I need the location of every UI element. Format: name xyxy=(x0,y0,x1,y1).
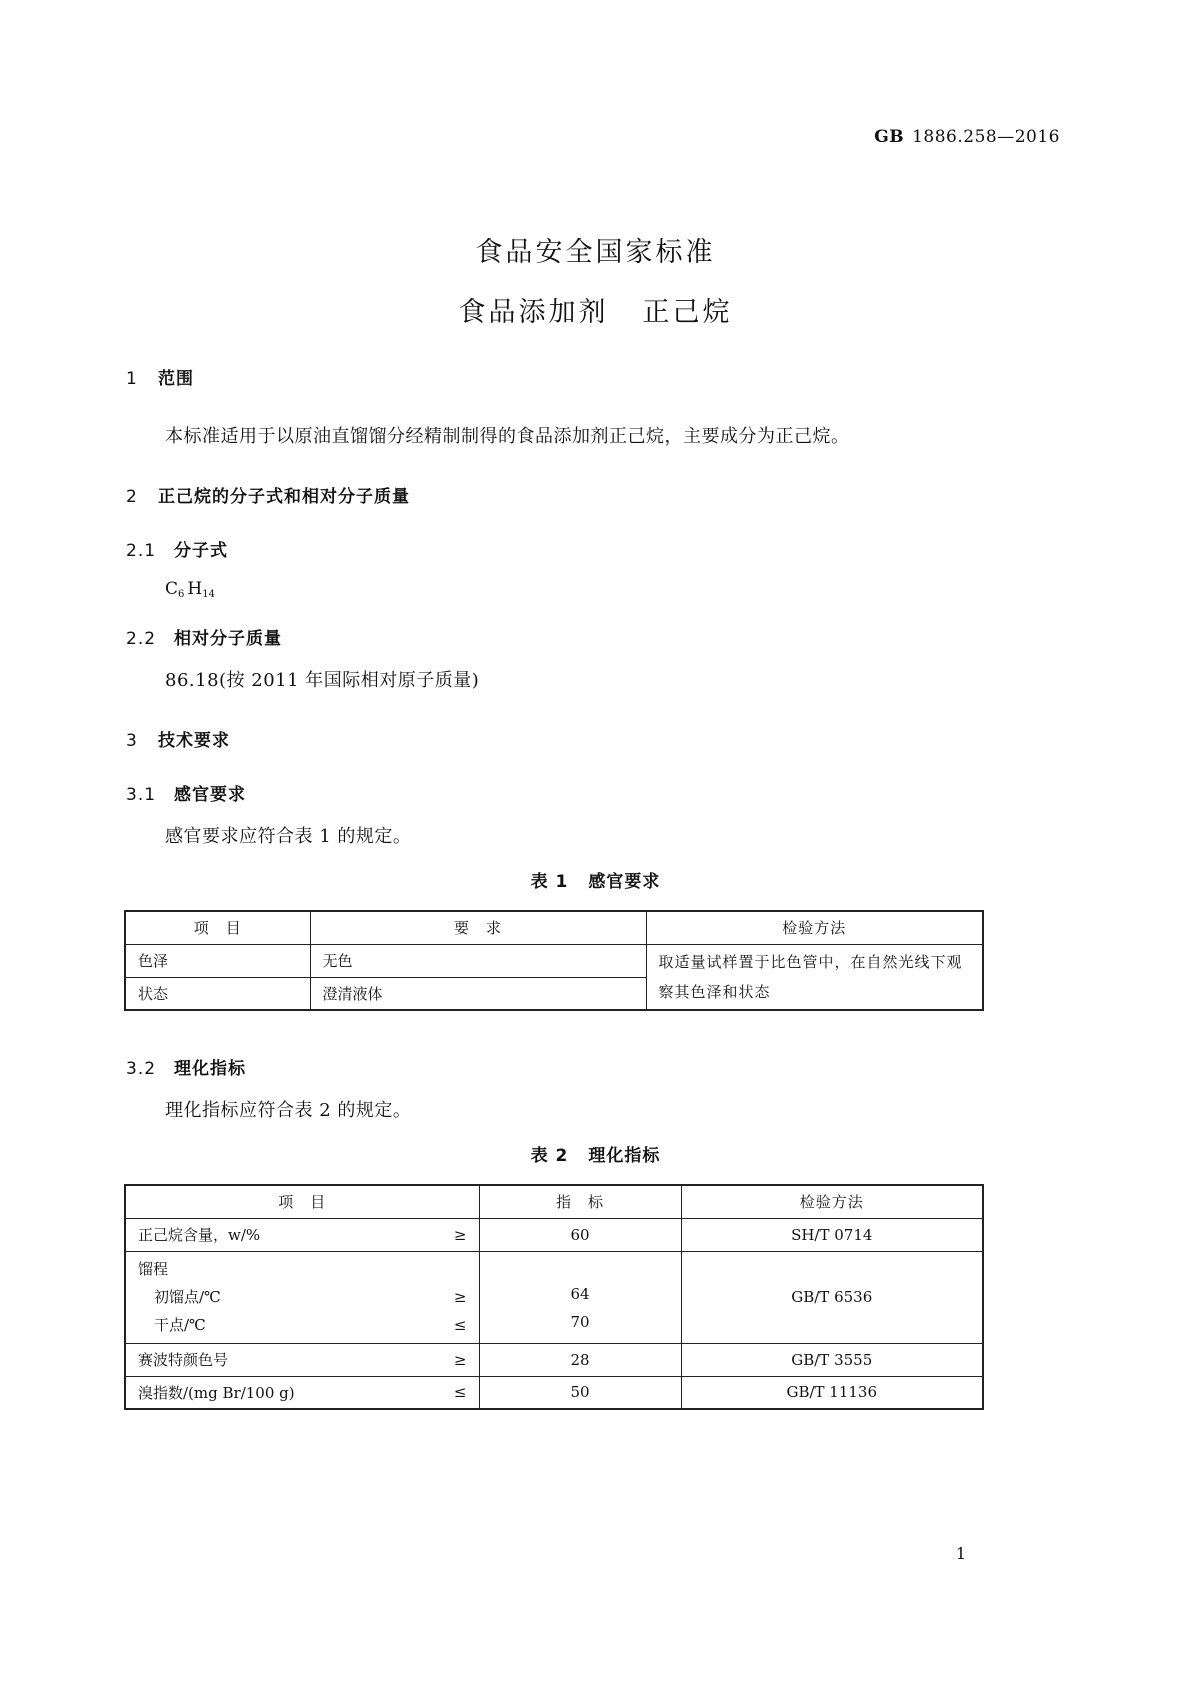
table-2-cell-method: GB/T 6536 xyxy=(681,1251,983,1343)
table-1-sensory xyxy=(124,910,984,1011)
table-2-cell-item: 赛波特颜色号 xyxy=(138,1351,229,1369)
table-1-header-requirement: 要 求 xyxy=(310,911,646,944)
table-1-header-item: 项 目 xyxy=(125,911,310,944)
subtitle-part-a: 食品添加剂 xyxy=(458,297,609,328)
table-2-cell-subitem: 干点/℃ xyxy=(154,1316,206,1334)
standard-subtitle xyxy=(0,290,1191,329)
table-2-cell-value: 50 xyxy=(479,1376,681,1409)
section-3-1-text: 感官要求应符合表 1 的规定。 xyxy=(165,826,412,847)
table-2-cell-value: 60 xyxy=(479,1218,681,1251)
section-3-2-text: 理化指标应符合表 2 的规定。 xyxy=(165,1100,412,1121)
relation-sign: ≥ xyxy=(453,1225,467,1244)
table-2-header-item: 项 目 xyxy=(125,1185,479,1218)
table-2-header-index: 指 标 xyxy=(479,1185,681,1218)
page-number: 1 xyxy=(955,1544,966,1563)
doc-number: 1886.258—2016 xyxy=(912,127,1060,147)
table-row xyxy=(125,1376,983,1409)
table-2-cell-item: 溴指数/(mg Br/100 g) xyxy=(138,1383,295,1402)
table-2-cell-method: GB/T 3555 xyxy=(681,1343,983,1376)
table-2-cell-subitem: 初馏点/℃ xyxy=(154,1288,221,1306)
section-3-heading: 3 技术要求 xyxy=(126,731,230,751)
relation-sign: ≥ xyxy=(453,1350,467,1369)
molecular-mass-text: 86.18(按 2011 年国际相对原子质量) xyxy=(165,670,480,691)
table-2-header-method: 检验方法 xyxy=(681,1185,983,1218)
table-1-header-method: 检验方法 xyxy=(646,911,983,944)
standard-title: 食品安全国家标准 xyxy=(475,237,716,268)
table-2-cell-value: 70 xyxy=(570,1313,590,1331)
relation-sign: ≤ xyxy=(453,1383,467,1402)
table-row xyxy=(125,1343,983,1376)
table-2-cell-method: SH/T 0714 xyxy=(681,1218,983,1251)
section-1-heading: 1 范围 xyxy=(126,369,194,389)
table-row xyxy=(125,1218,983,1251)
table-2-cell-method: GB/T 11136 xyxy=(681,1376,983,1409)
table-1-cell-item: 色泽 xyxy=(125,944,310,977)
section-2-heading: 2 正己烷的分子式和相对分子质量 xyxy=(126,487,410,507)
table-2-cell-item: 正己烷含量，w/% xyxy=(138,1226,261,1244)
relation-sign: ≤ xyxy=(453,1316,467,1334)
subtitle-part-b: 正己烷 xyxy=(642,297,733,328)
table-row xyxy=(125,944,983,977)
relation-sign: ≥ xyxy=(453,1288,467,1306)
table-1-caption: 表 1 感官要求 xyxy=(530,872,661,892)
table-1-cell-method: 取适量试样置于比色管中，在自然光线下观察其色泽和状态 xyxy=(646,944,983,1010)
table-1-cell-item: 状态 xyxy=(125,977,310,1010)
molecular-formula: $C_6$ $H_{14}$ xyxy=(165,579,215,600)
table-row xyxy=(125,1251,983,1343)
table-2-cell-value: 28 xyxy=(479,1343,681,1376)
table-2-cell-value: 64 xyxy=(570,1285,590,1303)
section-1-text: 本标准适用于以原油直馏馏分经精制制得的食品添加剂正己烷，主要成分为正己烷。 xyxy=(165,426,850,447)
section-2-2-heading: 2.2 相对分子质量 xyxy=(126,629,282,649)
section-3-2-heading: 3.2 理化指标 xyxy=(126,1059,246,1079)
doc-prefix: GB xyxy=(874,127,905,147)
table-2-caption: 表 2 理化指标 xyxy=(530,1146,661,1166)
table-1-cell-requirement: 无色 xyxy=(310,944,646,977)
table-2-cell-item: 馏程 xyxy=(138,1260,169,1278)
table-2-physicochemical xyxy=(124,1184,984,1410)
section-2-1-heading: 2.1 分子式 xyxy=(126,541,228,561)
table-1-cell-requirement: 澄清液体 xyxy=(310,977,646,1010)
document-number xyxy=(874,127,1060,147)
section-3-1-heading: 3.1 感官要求 xyxy=(126,785,246,805)
